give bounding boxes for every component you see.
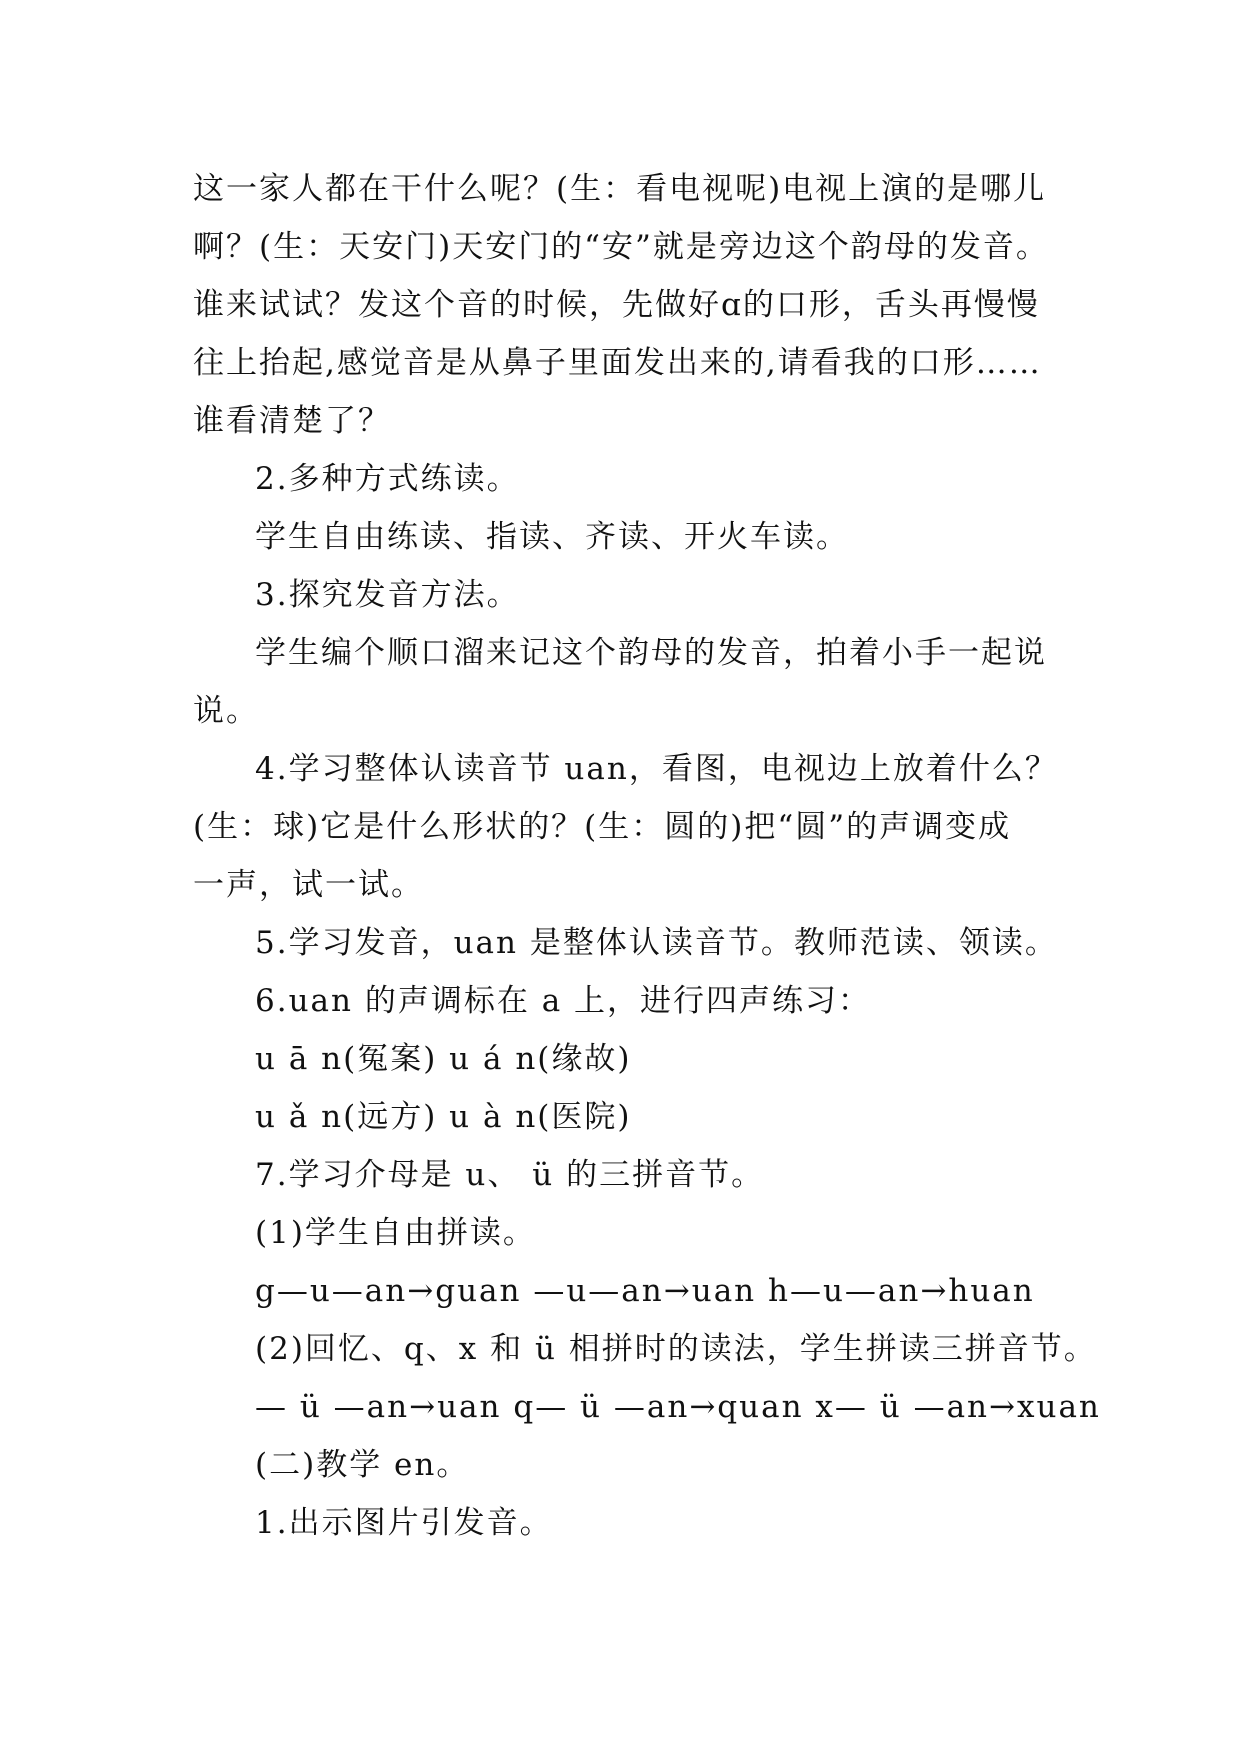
paragraph-line: (生：球)它是什么形状的？(生：圆的)把“圆”的声调变成	[193, 809, 1012, 845]
section-heading: 2.多种方式练读。	[255, 461, 520, 497]
section-heading: (二)教学 en。	[255, 1447, 470, 1483]
section-heading: 3.探究发音方法。	[255, 577, 520, 613]
section-heading: 6.uan 的声调标在 a 上，进行四声练习：	[255, 983, 872, 1019]
paragraph-line: 一声，试一试。	[193, 867, 424, 903]
paragraph-line: 这一家人都在干什么呢？(生：看电视呢)电视上演的是哪儿	[193, 171, 1047, 207]
pinyin-spelling-line: — ü —an→uan q— ü —an→quan x— ü —an→xuan	[255, 1389, 1101, 1425]
section-heading: 4.学习整体认读音节 uan，看图，电视边上放着什么？	[255, 751, 1058, 787]
paragraph-line: 啊？(生：天安门)天安门的“安”就是旁边这个韵母的发音。	[193, 229, 1049, 265]
paragraph-line: 学生自由练读、指读、齐读、开火车读。	[255, 519, 849, 555]
pinyin-spelling-line: g—u—an→guan —u—an→uan h—u—an→huan	[255, 1273, 1035, 1309]
tone-practice-line: u ǎ n(远方) u à n(医院)	[255, 1099, 632, 1135]
sub-heading: (1)学生自由拼读。	[255, 1215, 536, 1251]
section-heading: 5.学习发音，uan 是整体认读音节。教师范读、领读。	[255, 925, 1058, 961]
paragraph-line: 学生编个顺口溜来记这个韵母的发音，拍着小手一起说	[255, 635, 1047, 671]
sub-heading: (2)回忆、q、x 和 ü 相拼时的读法，学生拼读三拼音节。	[255, 1331, 1097, 1367]
section-heading: 1.出示图片引发音。	[255, 1505, 553, 1541]
tone-practice-line: u ā n(冤案) u á n(缘故)	[255, 1041, 632, 1077]
paragraph-line: 谁来试试？发这个音的时候，先做好ɑ的口形，舌头再慢慢	[193, 287, 1040, 323]
section-heading: 7.学习介母是 u、 ü 的三拼音节。	[255, 1157, 765, 1193]
document-body	[193, 160, 1101, 1552]
paragraph-line: 说。	[193, 693, 259, 729]
paragraph-line: 谁看清楚了？	[193, 403, 391, 439]
paragraph-line: 往上抬起,感觉音是从鼻子里面发出来的,请看我的口形……	[193, 345, 1042, 381]
